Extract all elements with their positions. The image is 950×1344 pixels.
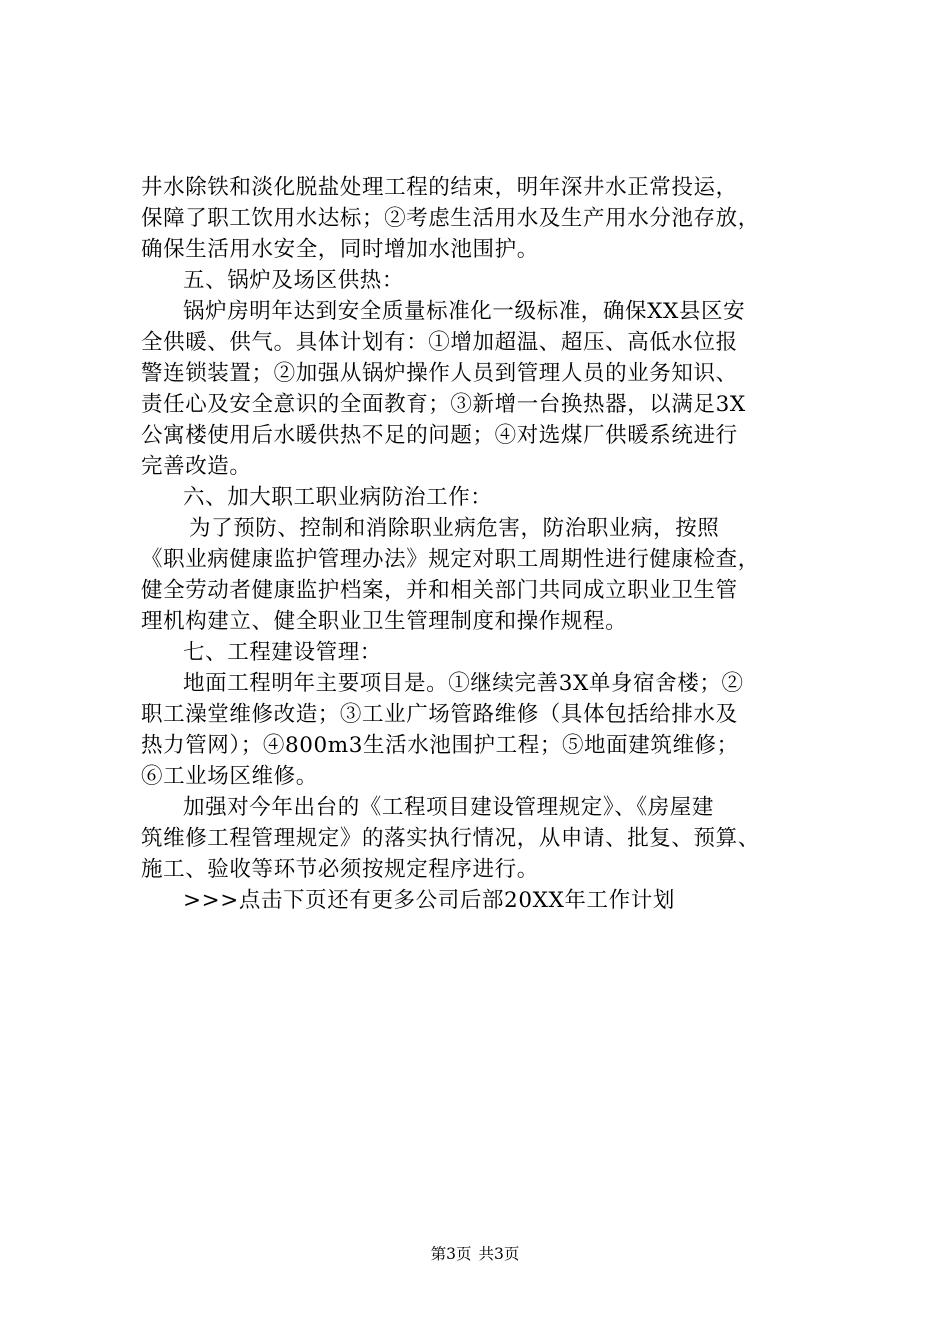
text-line: 施工、验收等环节必须按规定程序进行。 bbox=[141, 857, 539, 882]
next-page-link[interactable]: >>>点击下页还有更多公司后部20XX年工作计划 bbox=[183, 888, 675, 913]
text-line: 完善改造。 bbox=[141, 454, 252, 479]
document-body bbox=[141, 172, 821, 916]
text-line: 警连锁装置；②加强从锅炉操作人员到管理人员的业务知识、 bbox=[141, 361, 738, 386]
page-number: 第3页 bbox=[430, 1245, 472, 1263]
text-line: 井水除铁和淡化脱盐处理工程的结束，明年深井水正常投运， bbox=[141, 175, 738, 200]
text-line: 加强对今年出台的《工程项目建设管理规定》、《房屋建 bbox=[183, 795, 715, 820]
text-line: 热力管网）；④800m3生活水池围护工程；⑤地面建筑维修； bbox=[141, 733, 739, 758]
text-line: 全供暖、供气。具体计划有：①增加超温、超压、高低水位报 bbox=[141, 330, 738, 355]
text-line: 健全劳动者健康监护档案，并和相关部门共同成立职业卫生管 bbox=[141, 578, 738, 603]
section-heading: 七、工程建设管理： bbox=[183, 640, 382, 665]
text-line: 为了预防、控制和消除职业病危害，防治职业病，按照 bbox=[189, 516, 720, 541]
section-heading: 五、锅炉及场区供热： bbox=[183, 268, 405, 293]
text-line: 责任心及安全意识的全面教育；③新增一台换热器，以满足3X bbox=[141, 392, 746, 417]
text-line: 确保生活用水安全，同时增加水池围护。 bbox=[141, 237, 539, 262]
text-line: 职工澡堂维修改造；③工业广场管路维修（具体包括给排水及 bbox=[141, 702, 738, 727]
page-total: 共3页 bbox=[478, 1245, 520, 1263]
text-line: 理机构建立、健全职业卫生管理制度和操作规程。 bbox=[141, 609, 628, 634]
text-line: 保障了职工饮用水达标；②考虑生活用水及生产用水分池存放， bbox=[141, 206, 760, 231]
text-line: 地面工程明年主要项目是。①继续完善3X单身宿舍楼；② bbox=[183, 671, 744, 696]
text-line: 《职业病健康监护管理办法》规定对职工周期性进行健康检查， bbox=[141, 547, 760, 572]
text-line: ⑥工业场区维修。 bbox=[141, 764, 318, 789]
text-line: 筑维修工程管理规定》的落实执行情况，从申请、批复、预算、 bbox=[141, 826, 760, 851]
section-heading: 六、加大职工职业病防治工作： bbox=[183, 485, 493, 510]
page-footer bbox=[0, 1243, 950, 1265]
text-line: 锅炉房明年达到安全质量标准化一级标准，确保XX县区安 bbox=[183, 299, 746, 324]
text-line: 公寓楼使用后水暖供热不足的问题；④对选煤厂供暖系统进行 bbox=[141, 423, 738, 448]
